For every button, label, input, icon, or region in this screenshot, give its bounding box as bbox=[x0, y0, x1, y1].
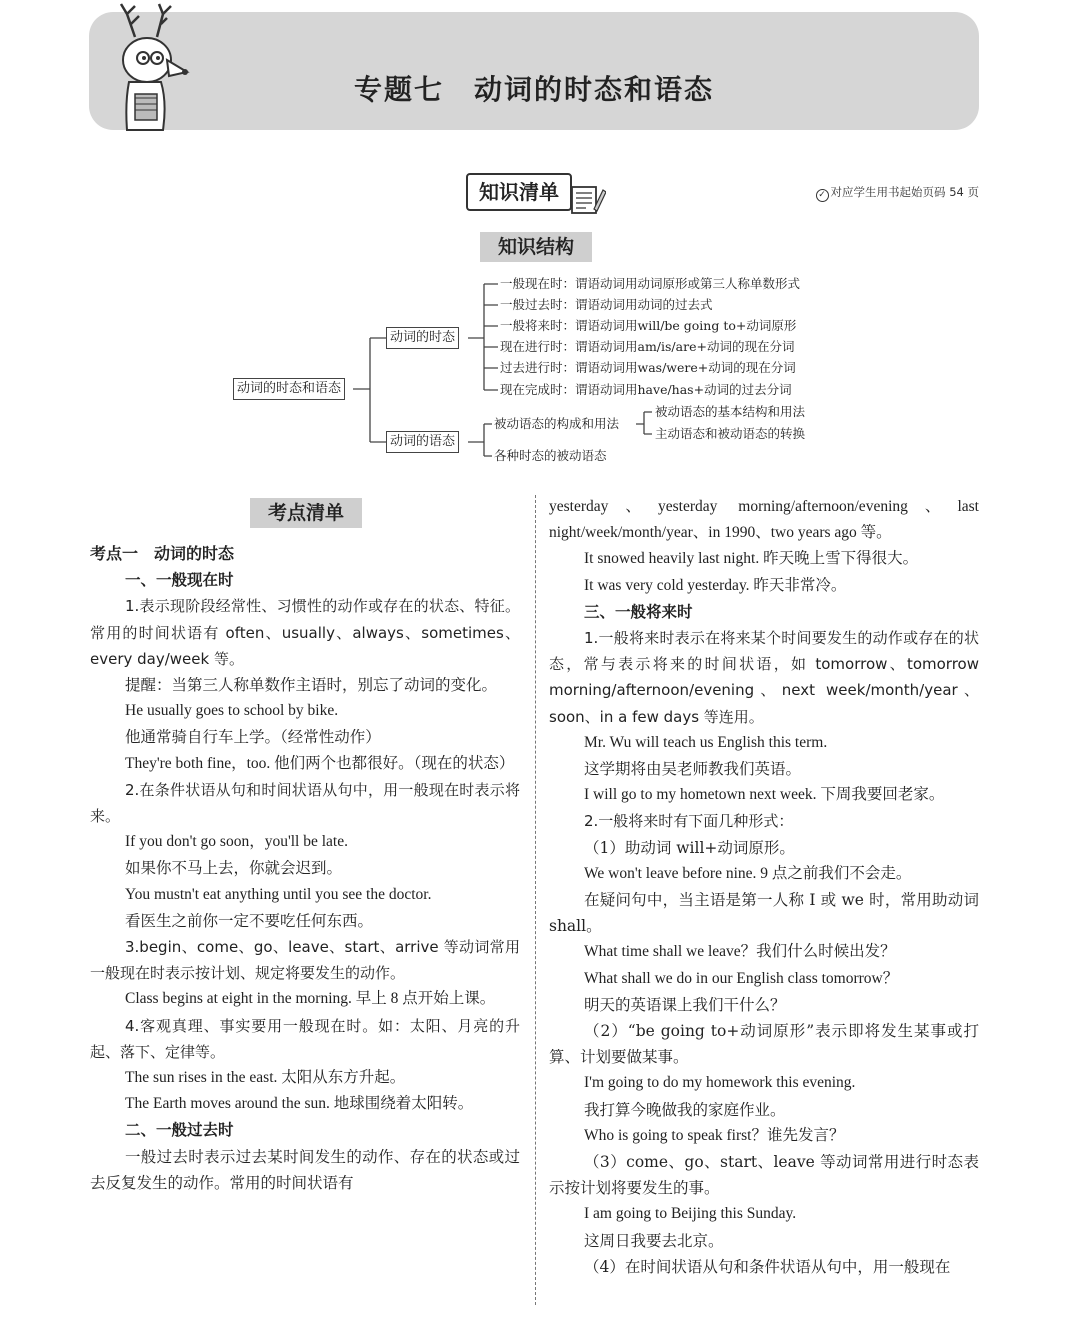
paragraph: 1.表示现阶段经常性、习惯性的动作或存在的状态、特征。常用的时间状语有 often、usually、always、sometimes、every day/week 等。 bbox=[90, 597, 520, 668]
example-translation: 看医生之前你一定不要吃任何东西。 bbox=[125, 911, 374, 930]
example-sentence: You mustn't eat anything until you see the doctor. bbox=[125, 885, 432, 903]
example-sentence: What shall we do in our English class tomorrow？ bbox=[584, 969, 899, 987]
paragraph: yesterday、yesterday morning/afternoon/evening、last night/week/month/year、in 1990、two years ago 等。 bbox=[549, 498, 979, 542]
tree-root-node: 动词的时态和语态 bbox=[233, 378, 345, 400]
check-circle-icon: ✓ bbox=[816, 189, 829, 202]
tree-tense-item: 现在进行时：谓语动词用am/is/are+动词的现在分词 bbox=[500, 339, 795, 354]
example-sentence: What time shall we leave？我们什么时候出发？ bbox=[584, 943, 896, 961]
example-translation: 他通常骑自行车上学。（经常性动作） bbox=[125, 728, 381, 747]
tree-tense-item: 过去进行时：谓语动词用was/were+动词的现在分词 bbox=[500, 360, 796, 375]
left-column bbox=[90, 541, 520, 1196]
example-sentence: It snowed heavily last night. 昨天晚上雪下得很大。 bbox=[584, 550, 919, 568]
paragraph: 3.begin、come、go、leave、start、arrive 等动词常用一般现在时表示按计划、规定将要发生的动作。 bbox=[90, 938, 520, 983]
paragraph: 在疑问句中，当主语是第一人称 I 或 we 时，常用助动词 shall。 bbox=[549, 891, 979, 936]
paragraph: （1）助动词 will+动词原形。 bbox=[584, 838, 795, 857]
example-sentence: I'm going to do my homework this evening. bbox=[584, 1074, 856, 1092]
example-sentence: If you don't go soon，you'll be late. bbox=[125, 833, 348, 851]
exam-points-tag: 考点清单 bbox=[250, 498, 362, 528]
example-translation: 我打算今晚做我的家庭作业。 bbox=[584, 1100, 786, 1119]
chapter-title: 专题七 动词的时态和语态 bbox=[353, 73, 714, 106]
tree-voice-node: 动词的语态 bbox=[386, 431, 459, 453]
tree-tense-item: 一般现在时：谓语动词用动词原形或第三人称单数形式 bbox=[500, 276, 801, 291]
column-divider bbox=[535, 495, 536, 1305]
example-sentence: The Earth moves around the sun. 地球围绕着太阳转。 bbox=[125, 1095, 474, 1113]
example-sentence: They're both fine，too. 他们两个也都很好。（现在的状态） bbox=[125, 754, 515, 772]
paragraph: 2.一般将来时有下面几种形式： bbox=[584, 812, 794, 831]
page-reference: ✓ 对应学生用书起始页码 54 页 bbox=[816, 184, 979, 202]
paragraph: （3）come、go、start、leave 等动词常用进行时态表示按计划将要发生的事。 bbox=[549, 1153, 979, 1198]
example-sentence: Class begins at eight in the morning. 早上 8 点开始上课。 bbox=[125, 990, 496, 1008]
paragraph: 一般过去时表示过去某时间发生的动作、存在的状态或过去反复发生的动作。常用的时间状语有 bbox=[90, 1147, 520, 1192]
paragraph: （2）“be going to+动词原形”表示即将发生某事或打算、计划要做某事。 bbox=[549, 1022, 979, 1067]
paragraph: 4.客观真理、事实要用一般现在时。如：太阳、月亮的升起、落下、定律等。 bbox=[90, 1016, 520, 1061]
tree-tense-item: 现在完成时：谓语动词用have/has+动词的过去分词 bbox=[500, 382, 792, 397]
subsection-heading: 一、一般现在时 bbox=[125, 571, 234, 590]
example-translation: 这学期将由吴老师教我们英语。 bbox=[584, 760, 802, 779]
example-translation: 明天的英语课上我们干什么？ bbox=[584, 995, 786, 1014]
example-sentence: He usually goes to school by bike. bbox=[125, 702, 339, 720]
example-sentence: I am going to Beijing this Sunday. bbox=[584, 1205, 797, 1223]
tree-connector-lines bbox=[0, 0, 1080, 480]
example-translation: 如果你不马上去，你就会迟到。 bbox=[125, 859, 343, 878]
tree-voice-branch: 被动语态的构成和用法 bbox=[494, 416, 620, 431]
example-sentence: It was very cold yesterday. 昨天非常冷。 bbox=[584, 576, 847, 594]
knowledge-structure-tag: 知识结构 bbox=[480, 232, 592, 262]
example-sentence: I will go to my hometown next week. 下周我要回老家。 bbox=[584, 786, 945, 804]
tree-tense-node: 动词的时态 bbox=[386, 327, 459, 349]
paragraph: （4）在时间状语从句和条件状语从句中，用一般现在 bbox=[584, 1257, 951, 1276]
paragraph: 提醒：当第三人称单数作主语时，别忘了动词的变化。 bbox=[125, 676, 498, 695]
tree-voice-sub: 被动语态的基本结构和用法 bbox=[655, 404, 806, 419]
subsection-heading: 二、一般过去时 bbox=[125, 1121, 234, 1140]
example-sentence: Mr. Wu will teach us English this term. bbox=[584, 733, 828, 751]
right-column bbox=[549, 494, 979, 1280]
subsection-heading: 三、一般将来时 bbox=[584, 602, 693, 621]
exam-point-heading: 考点一 动词的时态 bbox=[90, 544, 235, 563]
tree-tense-item: 一般将来时：谓语动词用will/be going to+动词原形 bbox=[500, 318, 797, 333]
tree-voice-sub: 主动语态和被动语态的转换 bbox=[655, 426, 806, 441]
example-sentence: The sun rises in the east. 太阳从东方升起。 bbox=[125, 1069, 406, 1087]
paragraph: 1.一般将来时表示在将来某个时间要发生的动作或存在的状态，常与表示将来的时间状语，如 tomorrow、tomorrow morning/afternoon/evening、next week/month/year、soon、in a few days 等连用。 bbox=[549, 629, 979, 726]
example-sentence: Who is going to speak first？谁先发言？ bbox=[584, 1126, 845, 1144]
example-translation: 这周日我要去北京。 bbox=[584, 1231, 724, 1250]
tree-tense-item: 一般过去时：谓语动词用动词的过去式 bbox=[500, 297, 713, 312]
example-sentence: We won't leave before nine. 9 点之前我们不会走。 bbox=[584, 864, 912, 882]
knowledge-list-tag: 知识清单 bbox=[466, 173, 572, 211]
tree-voice-item: 各种时态的被动语态 bbox=[494, 448, 607, 463]
paragraph: 2.在条件状语从句和时间状语从句中，用一般现在时表示将来。 bbox=[90, 780, 520, 826]
